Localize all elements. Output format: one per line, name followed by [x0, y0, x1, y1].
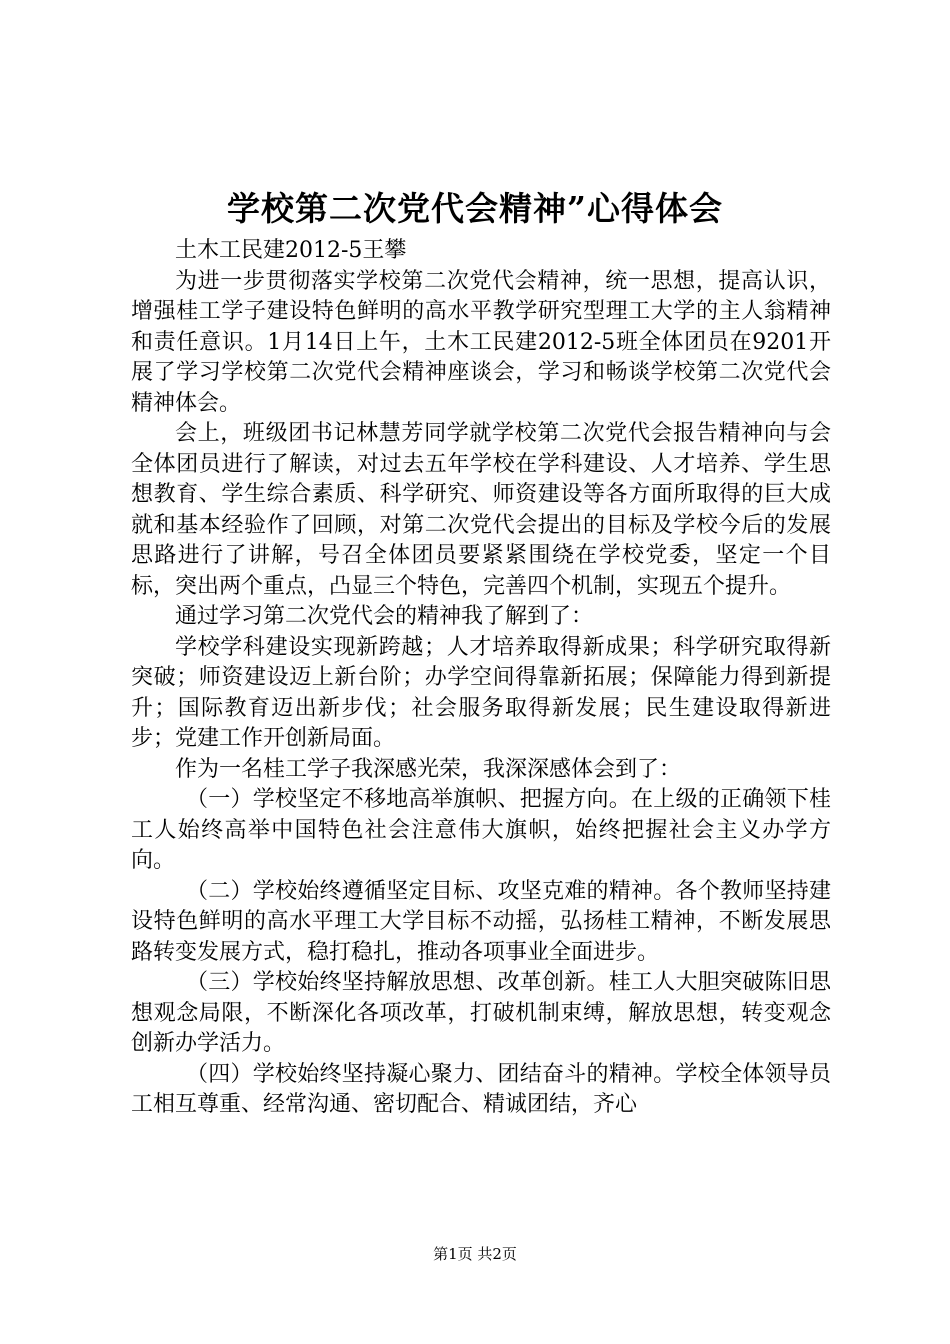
- paragraph: 为进一步贯彻落实学校第二次党代会精神，统一思想，提高认识，增强桂工学子建设特色鲜明的高水平教学研究型理工大学的主人翁精神和责任意识。1月14日上午，土木工民建2012-5班全体团员在9201开展了学习学校第二次党代会精神座谈会，学习和畅谈学校第二次党代会精神体会。: [131, 268, 831, 416]
- author-line: 土木工民建2012-5王攀: [175, 238, 407, 263]
- paragraph: （一）学校坚定不移地高举旗帜、把握方向。在上级的正确领下桂工人始终高举中国特色社会注意伟大旗帜，始终把握社会主义办学方向。: [131, 787, 831, 873]
- paragraph: （四）学校始终坚持凝心聚力、团结奋斗的精神。学校全体领导员工相互尊重、经常沟通、密切配合、精诚团结，齐心: [131, 1061, 831, 1117]
- paragraph: （二）学校始终遵循坚定目标、攻坚克难的精神。各个教师坚持建设特色鲜明的高水平理工大学目标不动摇，弘扬桂工精神，不断发展思路转变发展方式，稳打稳扎，推动各项事业全面进步。: [131, 878, 831, 965]
- document-title: 学校第二次党代会精神”心得体会: [227, 189, 723, 228]
- paragraph: （三）学校始终坚持解放思想、改革创新。桂工人大胆突破陈旧思想观念局限，不断深化各项改革，打破机制束缚，解放思想，转变观念创新办学活力。: [131, 970, 831, 1056]
- paragraph: 通过学习第二次党代会的精神我了解到了：: [175, 604, 594, 629]
- page-number-footer: 第1页 共2页: [433, 1245, 517, 1263]
- document-body: [131, 236, 831, 1121]
- paragraph: 学校学科建设实现新跨越；人才培养取得新成果；科学研究取得新突破；师资建设迈上新台阶；办学空间得靠新拓展；保障能力得到新提升；国际教育迈出新步伐；社会服务取得新发展；民生建设取得新进步；党建工作开创新局面。: [131, 634, 831, 751]
- paragraph: 会上，班级团书记林慧芳同学就学校第二次党代会报告精神向与会全体团员进行了解读，对过去五年学校在学科建设、人才培养、学生思想教育、学生综合素质、科学研究、师资建设等各方面所取得的巨大成就和基本经验作了回顾，对第二次党代会提出的目标及学校今后的发展思路进行了讲解，号召全体团员要紧紧围绕在学校党委，坚定一个目标，突出两个重点，凸显三个特色，完善四个机制，实现五个提升。: [131, 421, 831, 599]
- paragraph: 作为一名桂工学子我深感光荣，我深深感体会到了：: [175, 756, 682, 782]
